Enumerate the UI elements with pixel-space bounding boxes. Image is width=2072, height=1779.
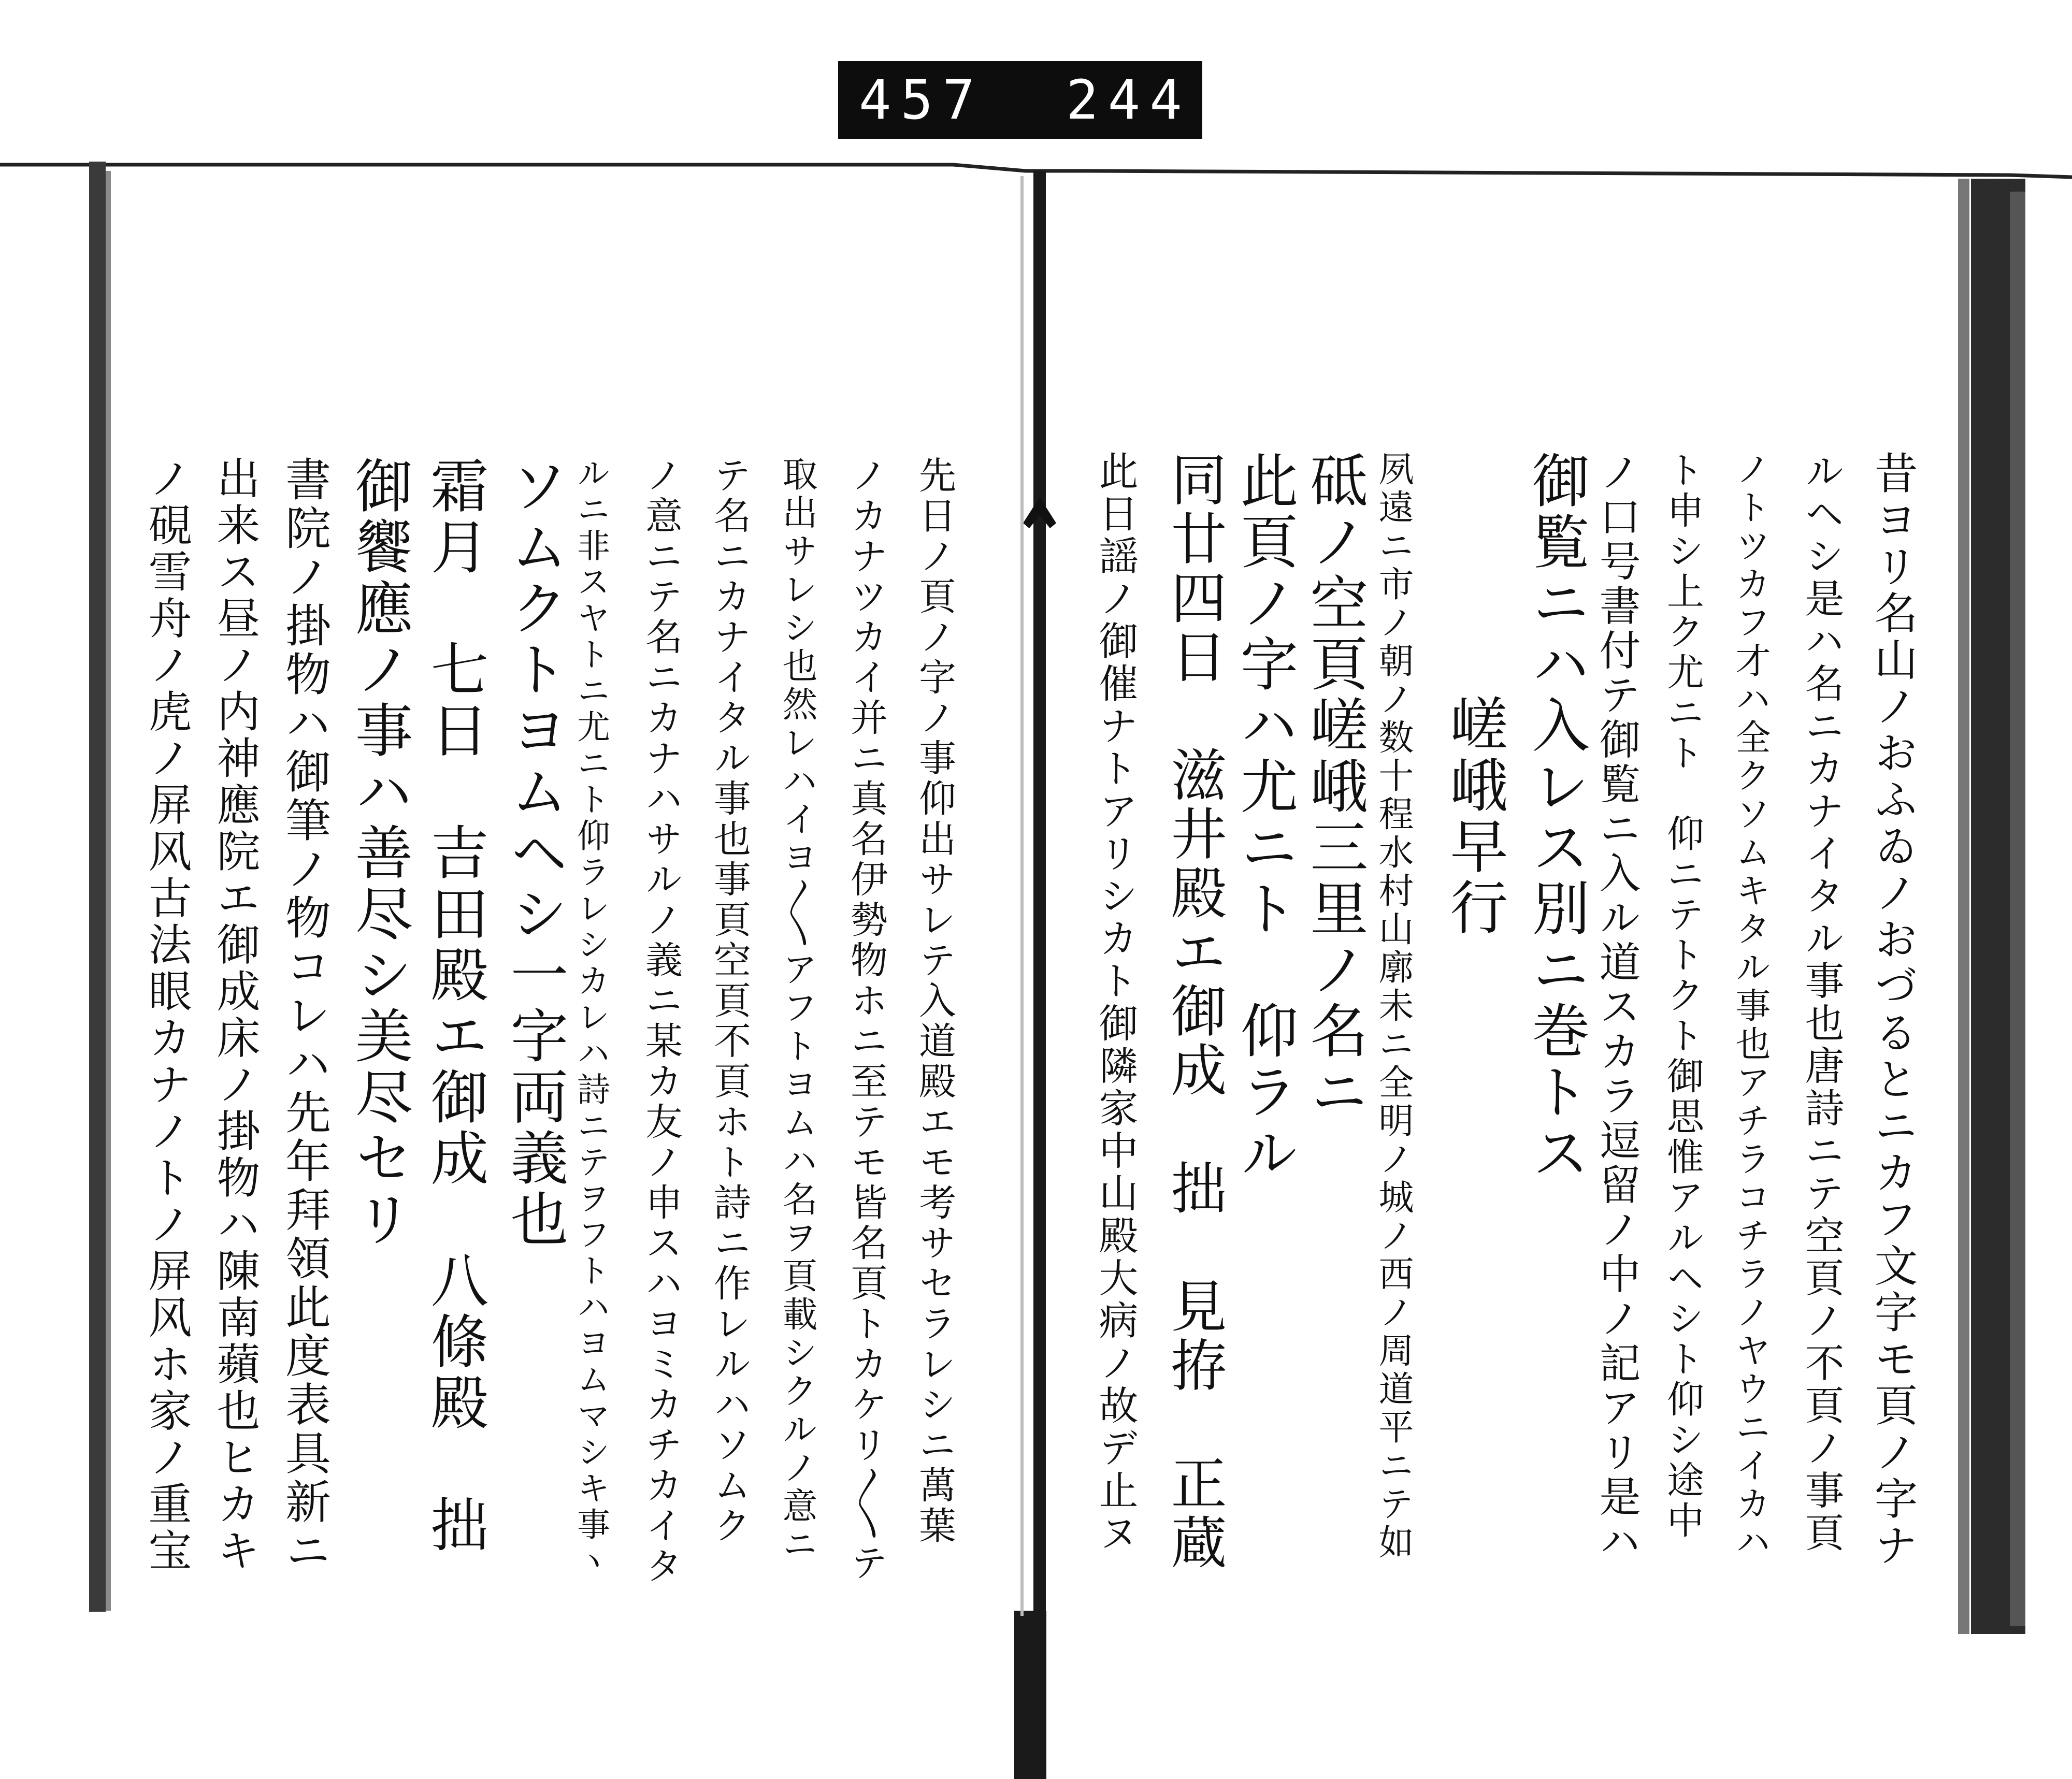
right-page-column-2: ルヘシ是ハ名ニカナイタル事也唐詩ニテ空頁ノ不頁ノ事頁 [1798,451,1845,1555]
left-page-column-10: 書院ノ掛物ハ御筆ノ物コレハ先年拜領此度表具新ニ [278,456,332,1575]
right-page-column-11: 同廿四日 滋井殿エ御成 拙 見拵 正蔵 [1161,451,1226,1572]
left-page-column-5: ノ意ニテ名ニカナハサルノ義ニ某カ友ノ申スハヨミカチカイタ [639,456,683,1587]
left-page-column-4: テ名ニカナイタル事也事頁空頁不頁ホト詩ニ作レルハソムク [708,456,751,1546]
left-page-edge [89,162,106,1612]
frame-number-label [838,61,1233,139]
right-page-heading: 嵯峨早行 [1441,694,1508,938]
right-page-column-4: ト申シ上ク尤ニト 仰ニテトクト御思惟アルヘシト仰シ途中 [1661,451,1704,1541]
left-page-column-3: 取出サレシ也然レハイヨ〳〵アフトヨムハ名ヲ頁載シクルノ意ニ [776,456,817,1564]
left-page-column-9: 御饗應ノ事ハ善尽シ美尽セリ [346,456,413,1250]
right-page-column-5: ノ口号書付テ御覧ニ入ル道スカラ逗留ノ中ノ記アリ是ハ [1592,451,1641,1564]
left-page-column-2: ノカナツカイ并ニ真名伊勢物ホニ至テモ皆名頁トカケリ〳〵テ [844,456,888,1584]
left-page-column-6: ルニ非スヤトニ尤ニト仰ラレシカレハ詩ニテヲフトハヨムマシキ事ヽ [571,456,610,1580]
right-page-column-8: 夙遠ニ市ノ朝ノ数十程水村山廓未ニ全明ノ城ノ西ノ周道平ニテ如 [1373,451,1414,1562]
left-page-column-12: ノ硯雪舟ノ虎ノ屏风古法眼カナノトノ屏风ホ家ノ重宝 [141,456,192,1574]
right-page-column-3: ノトツカフ才ハ全クソムキタル事也アチラコチラノヤウニイカハ [1730,451,1771,1562]
right-page-column-10: 此頁ノ字ハ尤ニト 仰ラル [1231,451,1298,1184]
frame-number-left: 457 [859,68,984,132]
left-page-column-7: ソムクトヨムヘシ一字両義也 [501,456,568,1250]
left-page-column-11: 出来ス昼ノ内神應院エ御成床ノ掛物ハ陳南蘋也ヒカキ [210,456,261,1574]
right-page-column-1: 昔ヨリ名山ノおふゐノおづるとニカフ文字モ頁ノ字ナ [1867,451,1918,1569]
center-binding [1033,171,1046,1626]
left-page-column-8: 霜月 七日 吉田殿エ御成 八條殿 拙 [421,456,488,1556]
frame-number-right: 244. [1066,68,1233,132]
right-page-column-12: 此日謡ノ御催ナトアリシカト御隣家中山殿大病ノ故デ止ヌ [1092,451,1139,1555]
right-page-column-6: 御覧ニハ入レス別ニ巻トス [1522,451,1590,1184]
left-page-column-1: 先日ノ頁ノ字ノ事仰出サレテ入道殿エモ考サセラレシニ萬葉 [913,456,956,1546]
right-page-column-9: 砥ノ空頁嵯峨三里ノ名ニ [1301,451,1368,1123]
